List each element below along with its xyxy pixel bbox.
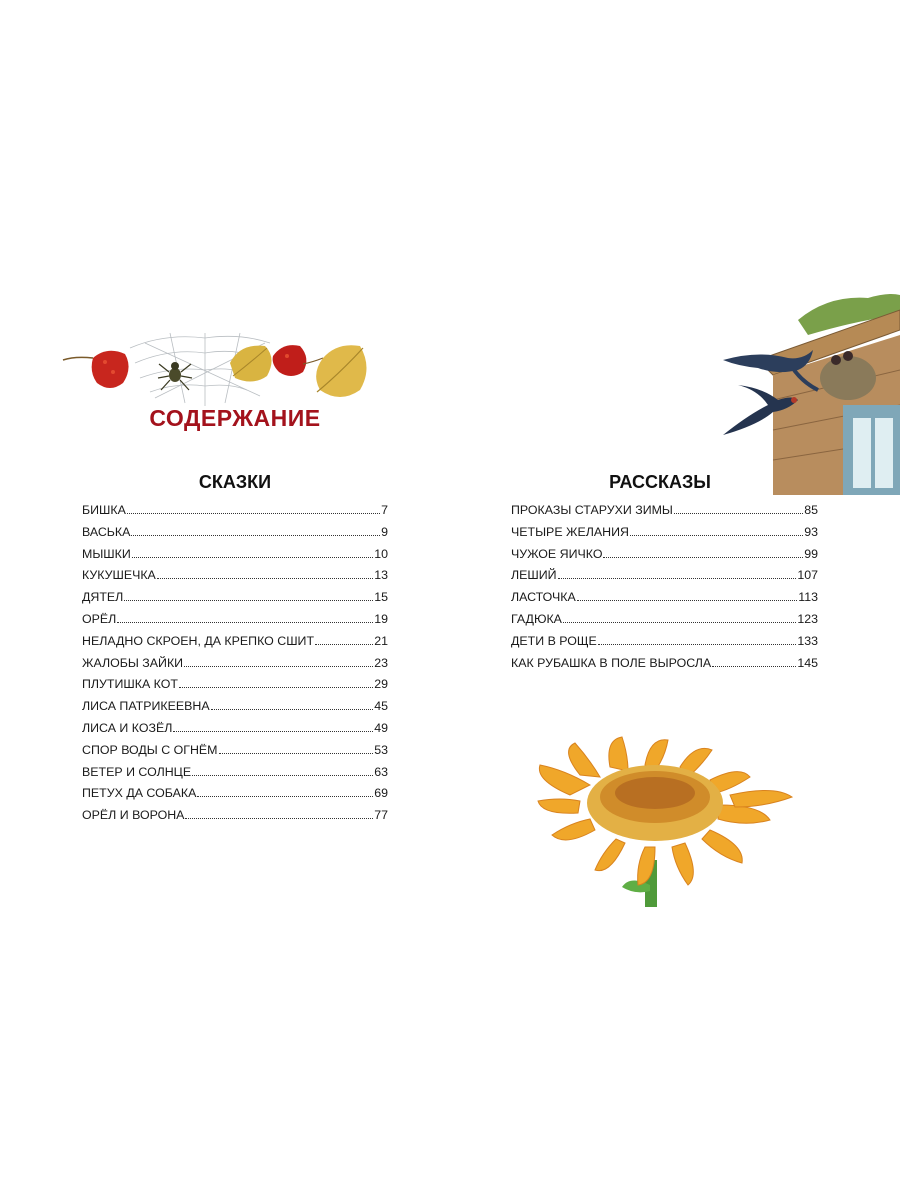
toc-entry-title: ЛИСА ПАТРИКЕЕВНА — [82, 699, 210, 714]
dot-leader — [558, 578, 797, 579]
toc-entry[interactable] — [82, 677, 388, 699]
toc-entry-page: 15 — [374, 590, 388, 605]
toc-entry-page: 113 — [798, 590, 818, 605]
toc-entry-title: ПРОКАЗЫ СТАРУХИ ЗИМЫ — [511, 503, 673, 517]
toc-entry-title: ЧЕТЫРЕ ЖЕЛАНИЯ — [511, 524, 629, 539]
dot-leader — [315, 644, 373, 645]
toc-entry-title: ПЛУТИШКА КОТ — [82, 677, 178, 692]
toc-entry-page: 45 — [374, 699, 388, 714]
dot-leader — [184, 666, 373, 667]
toc-entry-title: ДЕТИ В РОЩЕ — [511, 633, 597, 648]
dot-leader — [630, 535, 803, 536]
toc-entry-page: 93 — [804, 524, 818, 539]
toc-entry-title: КАК РУБАШКА В ПОЛЕ ВЫРОСЛА — [511, 655, 712, 670]
toc-entry-page: 49 — [374, 720, 388, 735]
toc-entry[interactable] — [82, 503, 388, 525]
toc-entry-title: СПОР ВОДЫ С ОГНЁМ — [82, 742, 218, 757]
stories-toc-list — [511, 503, 818, 677]
toc-entry-page: 29 — [374, 677, 388, 692]
dot-leader — [603, 557, 803, 558]
dot-leader — [197, 796, 373, 797]
dot-leader — [219, 753, 374, 754]
dot-leader — [192, 775, 373, 776]
toc-entry[interactable] — [82, 656, 388, 678]
toc-entry[interactable] — [82, 634, 388, 656]
toc-entry-title: ВЕТЕР И СОЛНЦЕ — [82, 764, 192, 779]
red-leaf-icon — [63, 351, 129, 388]
toc-entry[interactable] — [82, 743, 388, 765]
toc-entry-page: 123 — [797, 611, 818, 626]
toc-entry-title: МЫШКИ — [82, 546, 131, 561]
toc-entry[interactable] — [511, 568, 818, 590]
toc-entry[interactable] — [511, 656, 818, 678]
fairy-tales-toc-list — [82, 503, 388, 830]
dot-leader — [598, 644, 797, 645]
toc-entry[interactable] — [511, 547, 818, 569]
dot-leader — [124, 600, 373, 601]
toc-entry[interactable] — [82, 547, 388, 569]
dot-leader — [117, 622, 373, 623]
dot-leader — [179, 687, 373, 688]
toc-entry-title: ОРЁЛ И ВОРОНА — [82, 808, 185, 823]
toc-entry-page: 13 — [374, 568, 388, 583]
toc-entry-page: 99 — [804, 546, 818, 561]
toc-entry[interactable] — [82, 612, 388, 634]
contents-title: СОДЕРЖАНИЕ — [149, 405, 321, 431]
stories-heading: РАССКАЗЫ — [609, 472, 711, 492]
toc-entry-page: 77 — [374, 808, 388, 823]
toc-entry[interactable] — [82, 765, 388, 787]
toc-entry[interactable] — [82, 786, 388, 808]
toc-entry-page: 53 — [374, 742, 388, 757]
toc-entry[interactable] — [511, 525, 818, 547]
toc-entry[interactable] — [82, 721, 388, 743]
toc-entry-title: ГАДЮКА — [511, 611, 562, 626]
toc-entry-page: 23 — [374, 655, 388, 670]
toc-entry-page: 69 — [374, 786, 388, 801]
toc-entry-title: ЧУЖОЕ ЯИЧКО — [511, 546, 603, 561]
sunflower-illustration — [530, 735, 800, 907]
yellow-leaf-icon — [316, 345, 366, 397]
toc-entry-title: ПЕТУХ ДА СОБАКА — [82, 786, 197, 801]
toc-entry[interactable] — [511, 590, 818, 612]
toc-entry-page: 7 — [381, 503, 388, 517]
dot-leader — [132, 557, 373, 558]
toc-entry[interactable] — [511, 634, 818, 656]
red-leaf-icon — [273, 345, 323, 376]
toc-entry-title: ЛИСА И КОЗЁЛ — [82, 720, 173, 735]
toc-entry-title: ЛАСТОЧКА — [511, 590, 576, 605]
dot-leader — [127, 513, 380, 514]
toc-entry-page: 19 — [374, 611, 388, 626]
toc-entry-page: 133 — [797, 633, 818, 648]
dot-leader — [577, 600, 797, 601]
toc-entry-page: 21 — [374, 633, 388, 648]
dot-leader — [712, 666, 796, 667]
toc-entry-title: НЕЛАДНО СКРОЕН, ДА КРЕПКО СШИТ — [82, 633, 315, 648]
toc-entry[interactable] — [82, 808, 388, 830]
toc-entry-page: 63 — [374, 764, 388, 779]
leaves-and-spiderweb-illustration — [55, 328, 375, 410]
fairy-tales-heading: СКАЗКИ — [198, 472, 272, 492]
dot-leader — [674, 513, 803, 514]
toc-entry-title: КУКУШЕЧКА — [82, 568, 156, 583]
toc-entry[interactable] — [82, 699, 388, 721]
toc-entry-title: ЖАЛОБЫ ЗАЙКИ — [82, 655, 184, 670]
toc-entry[interactable] — [511, 612, 818, 634]
toc-entry-title: ЛЕШИЙ — [511, 568, 557, 583]
toc-entry-page: 10 — [374, 546, 388, 561]
toc-entry[interactable] — [82, 590, 388, 612]
toc-entry[interactable] — [82, 568, 388, 590]
toc-entry[interactable] — [82, 525, 388, 547]
dot-leader — [131, 535, 380, 536]
toc-entry[interactable] — [511, 503, 818, 525]
dot-leader — [173, 731, 373, 732]
toc-entry-title: ДЯТЕЛ — [82, 590, 124, 605]
dot-leader — [211, 709, 374, 710]
dot-leader — [563, 622, 796, 623]
toc-entry-title: ОРЁЛ — [82, 611, 117, 626]
toc-entry-page: 145 — [797, 655, 818, 670]
dot-leader — [185, 818, 373, 819]
dot-leader — [157, 578, 373, 579]
toc-entry-page: 107 — [797, 568, 818, 583]
toc-entry-page: 9 — [381, 524, 388, 539]
swallows-nest-under-roof-illustration — [718, 290, 900, 495]
toc-entry-title: БИШКА — [82, 503, 126, 517]
toc-entry-title: ВАСЬКА — [82, 524, 131, 539]
toc-entry-page: 85 — [804, 503, 818, 517]
